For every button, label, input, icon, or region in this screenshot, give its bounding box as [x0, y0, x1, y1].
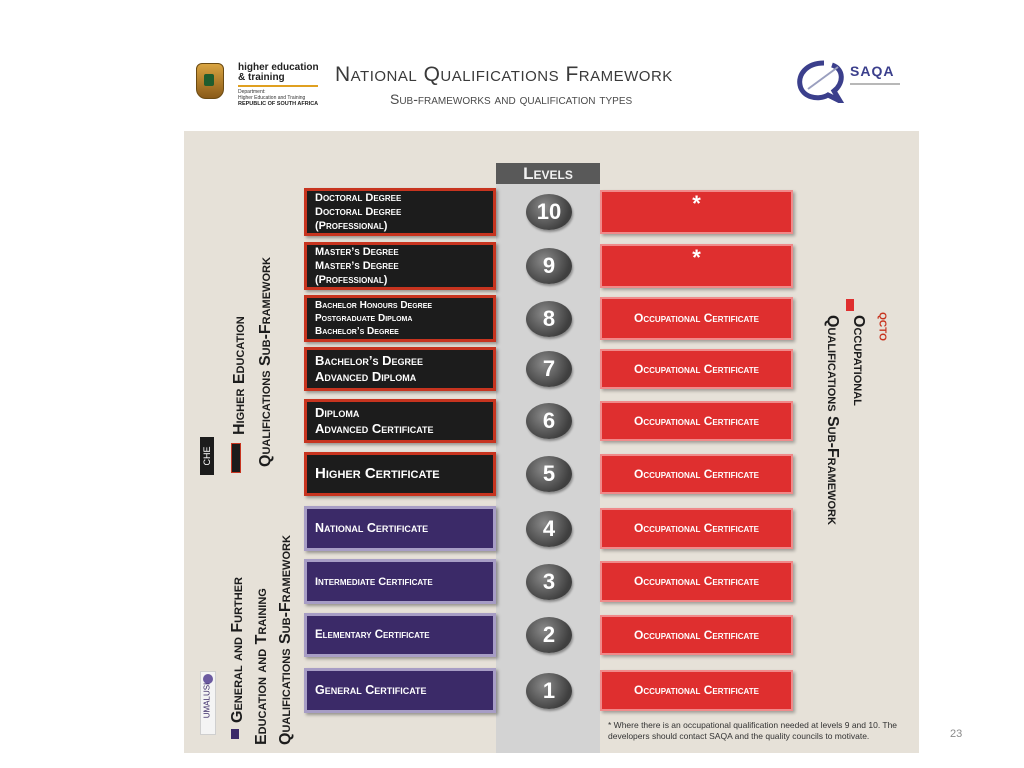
- gen-subframework-label-2: Education and Training: [253, 588, 270, 745]
- page-title: National Qualifications Framework: [335, 63, 673, 86]
- level-number-1: 1: [526, 673, 572, 709]
- dept-logo-line3: Department:: [238, 89, 266, 95]
- qualification-box-level-8: [304, 295, 496, 342]
- qualification-name: (Professional): [315, 220, 388, 232]
- level-number-6: 6: [526, 403, 572, 439]
- dept-logo-line2: & training: [238, 72, 285, 83]
- qualification-name: General Certificate: [315, 682, 427, 697]
- qualification-name: Bachelor’s Degree: [315, 326, 399, 337]
- qualification-name: Doctoral Degree: [315, 192, 402, 204]
- qualification-name: Advanced Certificate: [315, 421, 434, 436]
- saqa-logo-icon: [794, 59, 854, 103]
- page-number: 23: [950, 728, 963, 740]
- occupational-box-level-4: Occupational Certificate: [600, 508, 793, 549]
- occupational-box-level-2: Occupational Certificate: [600, 615, 793, 655]
- he-subframework-label-2: Qualifications Sub-Framework: [257, 257, 274, 467]
- occupational-box-level-9: *: [600, 244, 793, 288]
- occ-subframework-label-1: Occupational: [850, 315, 867, 406]
- level-number-7: 7: [526, 351, 572, 387]
- qualification-name: Elementary Certificate: [315, 628, 430, 641]
- che-logo-text: CHE: [202, 446, 212, 466]
- occupational-box-level-5: Occupational Certificate: [600, 454, 793, 494]
- occupational-box-level-1: Occupational Certificate: [600, 670, 793, 711]
- saqa-logo-text: SAQA: [850, 63, 895, 79]
- occ-legend-marker: [846, 299, 854, 311]
- he-legend-marker: [231, 443, 241, 473]
- occupational-box-level-7: Occupational Certificate: [600, 349, 793, 389]
- footnote: * Where there is an occupational qualification needed at levels 9 and 10. The developers should contact SAQA and the quality councils to motivate.: [608, 720, 898, 741]
- umalusi-logo: [200, 671, 216, 735]
- dept-logo-line5: REPUBLIC OF SOUTH AFRICA: [238, 101, 319, 107]
- slide-header: [190, 55, 910, 115]
- occ-subframework-label-2: Qualifications Sub-Framework: [824, 315, 841, 525]
- page-subtitle: Sub-frameworks and qualification types: [390, 91, 633, 107]
- qualification-box-level-7: [304, 347, 496, 391]
- qualification-name: Doctoral Degree: [315, 206, 402, 218]
- nqf-poster: [184, 131, 919, 753]
- qualification-box-level-1: [304, 668, 496, 713]
- qualification-box-level-6: [304, 399, 496, 443]
- qualification-name: Higher Certificate: [315, 465, 440, 482]
- occupational-box-level-8: Occupational Certificate: [600, 297, 793, 340]
- occupational-box-level-3: Occupational Certificate: [600, 561, 793, 602]
- he-subframework-label-1: Higher Education: [231, 316, 248, 435]
- qualification-box-level-9: [304, 242, 496, 290]
- level-number-8: 8: [526, 301, 572, 337]
- levels-header: Levels: [496, 163, 600, 184]
- qualification-name: Postgraduate Diploma: [315, 313, 413, 324]
- level-number-2: 2: [526, 617, 572, 653]
- saqa-logo-rule: [850, 83, 900, 85]
- qualification-name: Intermediate Certificate: [315, 575, 433, 588]
- qualification-name: Bachelor’s Degree: [315, 353, 424, 368]
- qualification-name: Master’s Degree: [315, 260, 399, 272]
- level-number-3: 3: [526, 564, 572, 600]
- gen-subframework-label-1: General and Further: [229, 577, 246, 723]
- level-number-9: 9: [526, 248, 572, 284]
- qualification-name: Advanced Diploma: [315, 369, 417, 384]
- qualification-box-level-10: [304, 188, 496, 236]
- gen-legend-marker: [231, 729, 239, 739]
- qualification-name: Diploma: [315, 405, 360, 420]
- qualification-box-level-3: [304, 559, 496, 604]
- level-number-4: 4: [526, 511, 572, 547]
- qualification-name: National Certificate: [315, 520, 429, 535]
- gen-subframework-label-3: Qualifications Sub-Framework: [277, 535, 294, 745]
- dept-logo-line1: higher education: [238, 62, 319, 73]
- qualification-name: (Professional): [315, 274, 388, 286]
- qualification-name: Bachelor Honours Degree: [315, 300, 433, 311]
- qcto-logo-text: QCTO: [876, 312, 888, 341]
- qualification-box-level-5: [304, 452, 496, 496]
- dept-logo-line4: Higher Education and Training: [238, 95, 306, 101]
- level-number-10: 10: [526, 194, 572, 230]
- dept-logo-rule: [238, 85, 318, 87]
- qcto-logo: [870, 295, 892, 361]
- qualification-box-level-2: [304, 613, 496, 657]
- qualification-box-level-4: [304, 506, 496, 551]
- che-logo: [200, 437, 214, 475]
- level-number-5: 5: [526, 456, 572, 492]
- umalusi-logo-text: UMALUSI: [202, 682, 212, 719]
- occupational-box-level-10: *: [600, 190, 793, 234]
- qualification-name: Master’s Degree: [315, 246, 399, 258]
- coat-of-arms-icon: [196, 63, 224, 99]
- occupational-box-level-6: Occupational Certificate: [600, 401, 793, 441]
